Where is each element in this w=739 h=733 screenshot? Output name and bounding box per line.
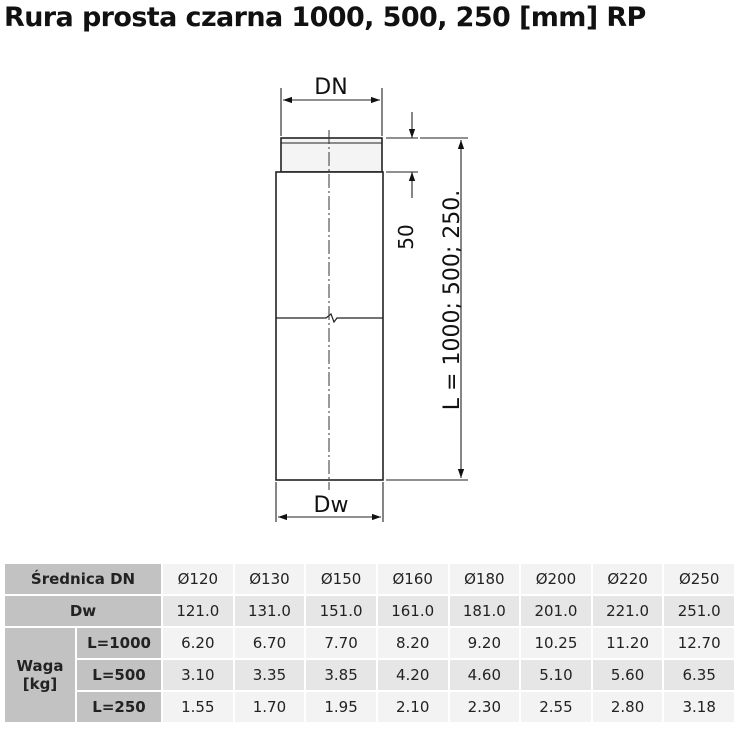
weight-cell: 1.70 — [235, 692, 305, 722]
weight-cell: 1.95 — [306, 692, 376, 722]
weight-cell: 1.55 — [163, 692, 233, 722]
weight-cell: 8.20 — [378, 628, 448, 658]
waga-label-line1: Waga — [16, 657, 64, 675]
weight-cell: 2.55 — [521, 692, 591, 722]
dw-cell: 121.0 — [163, 596, 233, 626]
weight-cell: 12.70 — [664, 628, 734, 658]
dw-cell: 181.0 — [450, 596, 520, 626]
spec-table — [3, 562, 736, 724]
diameter-cell: Ø200 — [521, 564, 591, 594]
weight-cell: 2.30 — [450, 692, 520, 722]
dw-cell: 221.0 — [593, 596, 663, 626]
diameter-cell: Ø120 — [163, 564, 233, 594]
weight-cell: 3.85 — [306, 660, 376, 690]
weight-cell: 9.20 — [450, 628, 520, 658]
weight-cell: 6.35 — [664, 660, 734, 690]
row-diameter-label: Średnica DN — [5, 564, 161, 594]
weight-cell: 2.10 — [378, 692, 448, 722]
socket-dimension — [386, 112, 418, 198]
row-dw-label: Dw — [5, 596, 161, 626]
dn-label: DN — [314, 75, 348, 100]
weight-cell: 7.70 — [306, 628, 376, 658]
waga-label-line2: [kg] — [22, 675, 58, 693]
row-weight — [5, 660, 734, 690]
weight-length-label: L=250 — [77, 692, 161, 722]
page-title: Rura prosta czarna 1000, 500, 250 [mm] RP — [4, 2, 646, 33]
weight-cell: 5.60 — [593, 660, 663, 690]
diameter-cell: Ø180 — [450, 564, 520, 594]
weight-cell: 10.25 — [521, 628, 591, 658]
weight-cell: 6.20 — [163, 628, 233, 658]
socket-label: 50 — [394, 224, 418, 250]
weight-cell: 4.20 — [378, 660, 448, 690]
row-weight — [5, 692, 734, 722]
weight-cell: 3.35 — [235, 660, 305, 690]
diameter-cell: Ø220 — [593, 564, 663, 594]
weight-cell: 3.10 — [163, 660, 233, 690]
diameter-cell: Ø130 — [235, 564, 305, 594]
weight-cell: 5.10 — [521, 660, 591, 690]
diameter-cell: Ø160 — [378, 564, 448, 594]
weight-cell: 3.18 — [664, 692, 734, 722]
weight-cell: 11.20 — [593, 628, 663, 658]
dw-label: Dw — [313, 493, 349, 518]
waga-label — [5, 628, 75, 722]
weight-cell: 6.70 — [235, 628, 305, 658]
weight-length-label: L=500 — [77, 660, 161, 690]
row-diameter — [5, 564, 734, 594]
diameter-cell: Ø150 — [306, 564, 376, 594]
diameter-cell: Ø250 — [664, 564, 734, 594]
row-weight — [5, 628, 734, 658]
weight-cell: 2.80 — [593, 692, 663, 722]
dw-cell: 131.0 — [235, 596, 305, 626]
row-dw — [5, 596, 734, 626]
weight-length-label: L=1000 — [77, 628, 161, 658]
length-label: L = 1000; 500; 250. — [440, 189, 465, 411]
dw-cell: 251.0 — [664, 596, 734, 626]
dw-cell: 201.0 — [521, 596, 591, 626]
dw-cell: 151.0 — [306, 596, 376, 626]
dw-cell: 161.0 — [378, 596, 448, 626]
weight-cell: 4.60 — [450, 660, 520, 690]
